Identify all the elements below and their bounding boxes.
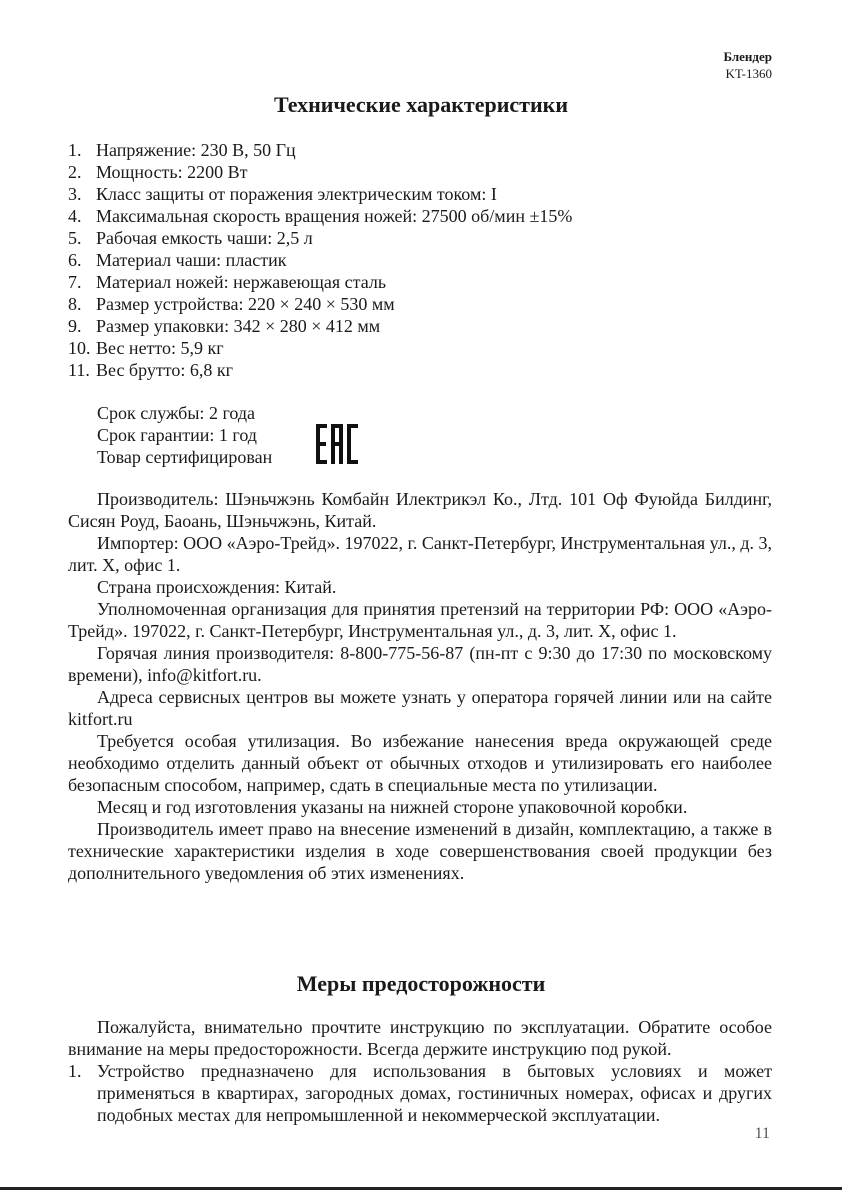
spec-number: 6. [68, 250, 82, 270]
precaution-text: Устройство предназначено для использования в бытовых условиях и может применяться в квартирах, загородных домах, гостиничных номерах, офисах и других подобных местах для непромышленной и некоммерческой эксплуатации. [97, 1061, 772, 1125]
spec-number: 10. [68, 338, 91, 358]
warranty-period: Срок гарантии: 1 год [97, 425, 257, 445]
spec-text: Напряжение: 230 В, 50 Гц [96, 140, 296, 160]
precaution-item [68, 1060, 772, 1126]
manufacturer-info [68, 488, 772, 884]
spec-number: 3. [68, 184, 82, 204]
spec-item [68, 183, 788, 205]
spec-number: 9. [68, 316, 82, 336]
spec-number: 4. [68, 206, 82, 226]
spec-item [68, 337, 788, 359]
info-paragraph: Уполномоченная организация для принятия претензий на территории РФ: ООО «Аэро-Трейд». 197022, г. Санкт-Петербург, Инструментальная ул., д. 3, лит. Х, офис 1. [68, 599, 772, 641]
page-number: 11 [754, 1125, 770, 1142]
eac-mark-icon [316, 424, 358, 464]
spec-text: Мощность: 2200 Вт [96, 162, 248, 182]
specs-heading: Технические характеристики [273, 92, 569, 117]
precautions-section [68, 1016, 772, 1126]
info-paragraph: Страна происхождения: Китай. [97, 577, 337, 597]
spec-number: 8. [68, 294, 82, 314]
info-paragraph: Горячая линия производителя: 8-800-775-56-87 (пн-пт с 9:30 до 17:30 по московскому времени), info@kitfort.ru. [68, 643, 772, 685]
info-paragraph: Месяц и год изготовления указаны на нижней стороне упаковочной коробки. [97, 797, 688, 817]
certification-note: Товар сертифицирован [97, 447, 273, 467]
specs-list [68, 139, 788, 381]
spec-text: Вес брутто: 6,8 кг [96, 360, 233, 380]
precaution-number: 1. [68, 1061, 82, 1081]
info-paragraph: Импортер: ООО «Аэро-Трейд». 197022, г. Санкт-Петербург, Инструментальная ул., д. 3, лит. Х, офис 1. [68, 533, 772, 575]
spec-text: Размер устройства: 220 × 240 × 530 мм [96, 294, 395, 314]
spec-item [68, 315, 788, 337]
spec-item [68, 359, 788, 381]
spec-number: 5. [68, 228, 82, 248]
bottom-divider [0, 1187, 842, 1190]
spec-item [68, 139, 788, 161]
info-paragraph: Адреса сервисных центров вы можете узнать у оператора горячей линии или на сайте kitfort.ru [68, 687, 772, 729]
spec-text: Материал чаши: пластик [96, 250, 287, 270]
spec-number: 7. [68, 272, 82, 292]
precautions-heading: Меры предосторожности [296, 971, 546, 996]
header-product-name: Блендер [723, 49, 772, 64]
info-paragraph: Производитель имеет право на внесение изменений в дизайн, комплектацию, а также в технические характеристики изделия в ходе совершенствования своей продукции без дополнительного уведомления об этих изменениях. [68, 819, 772, 883]
info-paragraph: Производитель: Шэньчжэнь Комбайн Илектрикэл Ко., Лтд. 101 Оф Фуюйда Билдинг, Сисян Роуд, Баоань, Шэньчжэнь, Китай. [68, 489, 772, 531]
spec-text: Максимальная скорость вращения ножей: 27500 об/мин ±15% [96, 206, 573, 226]
spec-item [68, 161, 788, 183]
spec-text: Вес нетто: 5,9 кг [96, 338, 224, 358]
service-info [97, 402, 272, 468]
spec-item [68, 293, 788, 315]
spec-number: 2. [68, 162, 82, 182]
spec-number: 11. [68, 360, 90, 380]
info-paragraph: Требуется особая утилизация. Во избежание нанесения вреда окружающей среде необходимо отделить данный объект от обычных отходов и утилизировать его наиболее безопасным способом, например, сдать в специальные места по утилизации. [68, 731, 772, 795]
spec-item [68, 249, 788, 271]
spec-item [68, 227, 788, 249]
spec-text: Материал ножей: нержавеющая сталь [96, 272, 387, 292]
precautions-intro: Пожалуйста, внимательно прочтите инструкцию по эксплуатации. Обратите особое внимание на меры предосторожности. Всегда держите инструкцию под рукой. [68, 1017, 772, 1059]
spec-number: 1. [68, 140, 82, 160]
spec-text: Размер упаковки: 342 × 280 × 412 мм [96, 316, 381, 336]
spec-text: Класс защиты от поражения электрическим током: I [96, 184, 497, 204]
spec-text: Рабочая емкость чаши: 2,5 л [96, 228, 313, 248]
service-life: Срок службы: 2 года [97, 403, 256, 423]
header-model-number: KT-1360 [725, 66, 772, 81]
spec-item [68, 205, 788, 227]
spec-item [68, 271, 788, 293]
